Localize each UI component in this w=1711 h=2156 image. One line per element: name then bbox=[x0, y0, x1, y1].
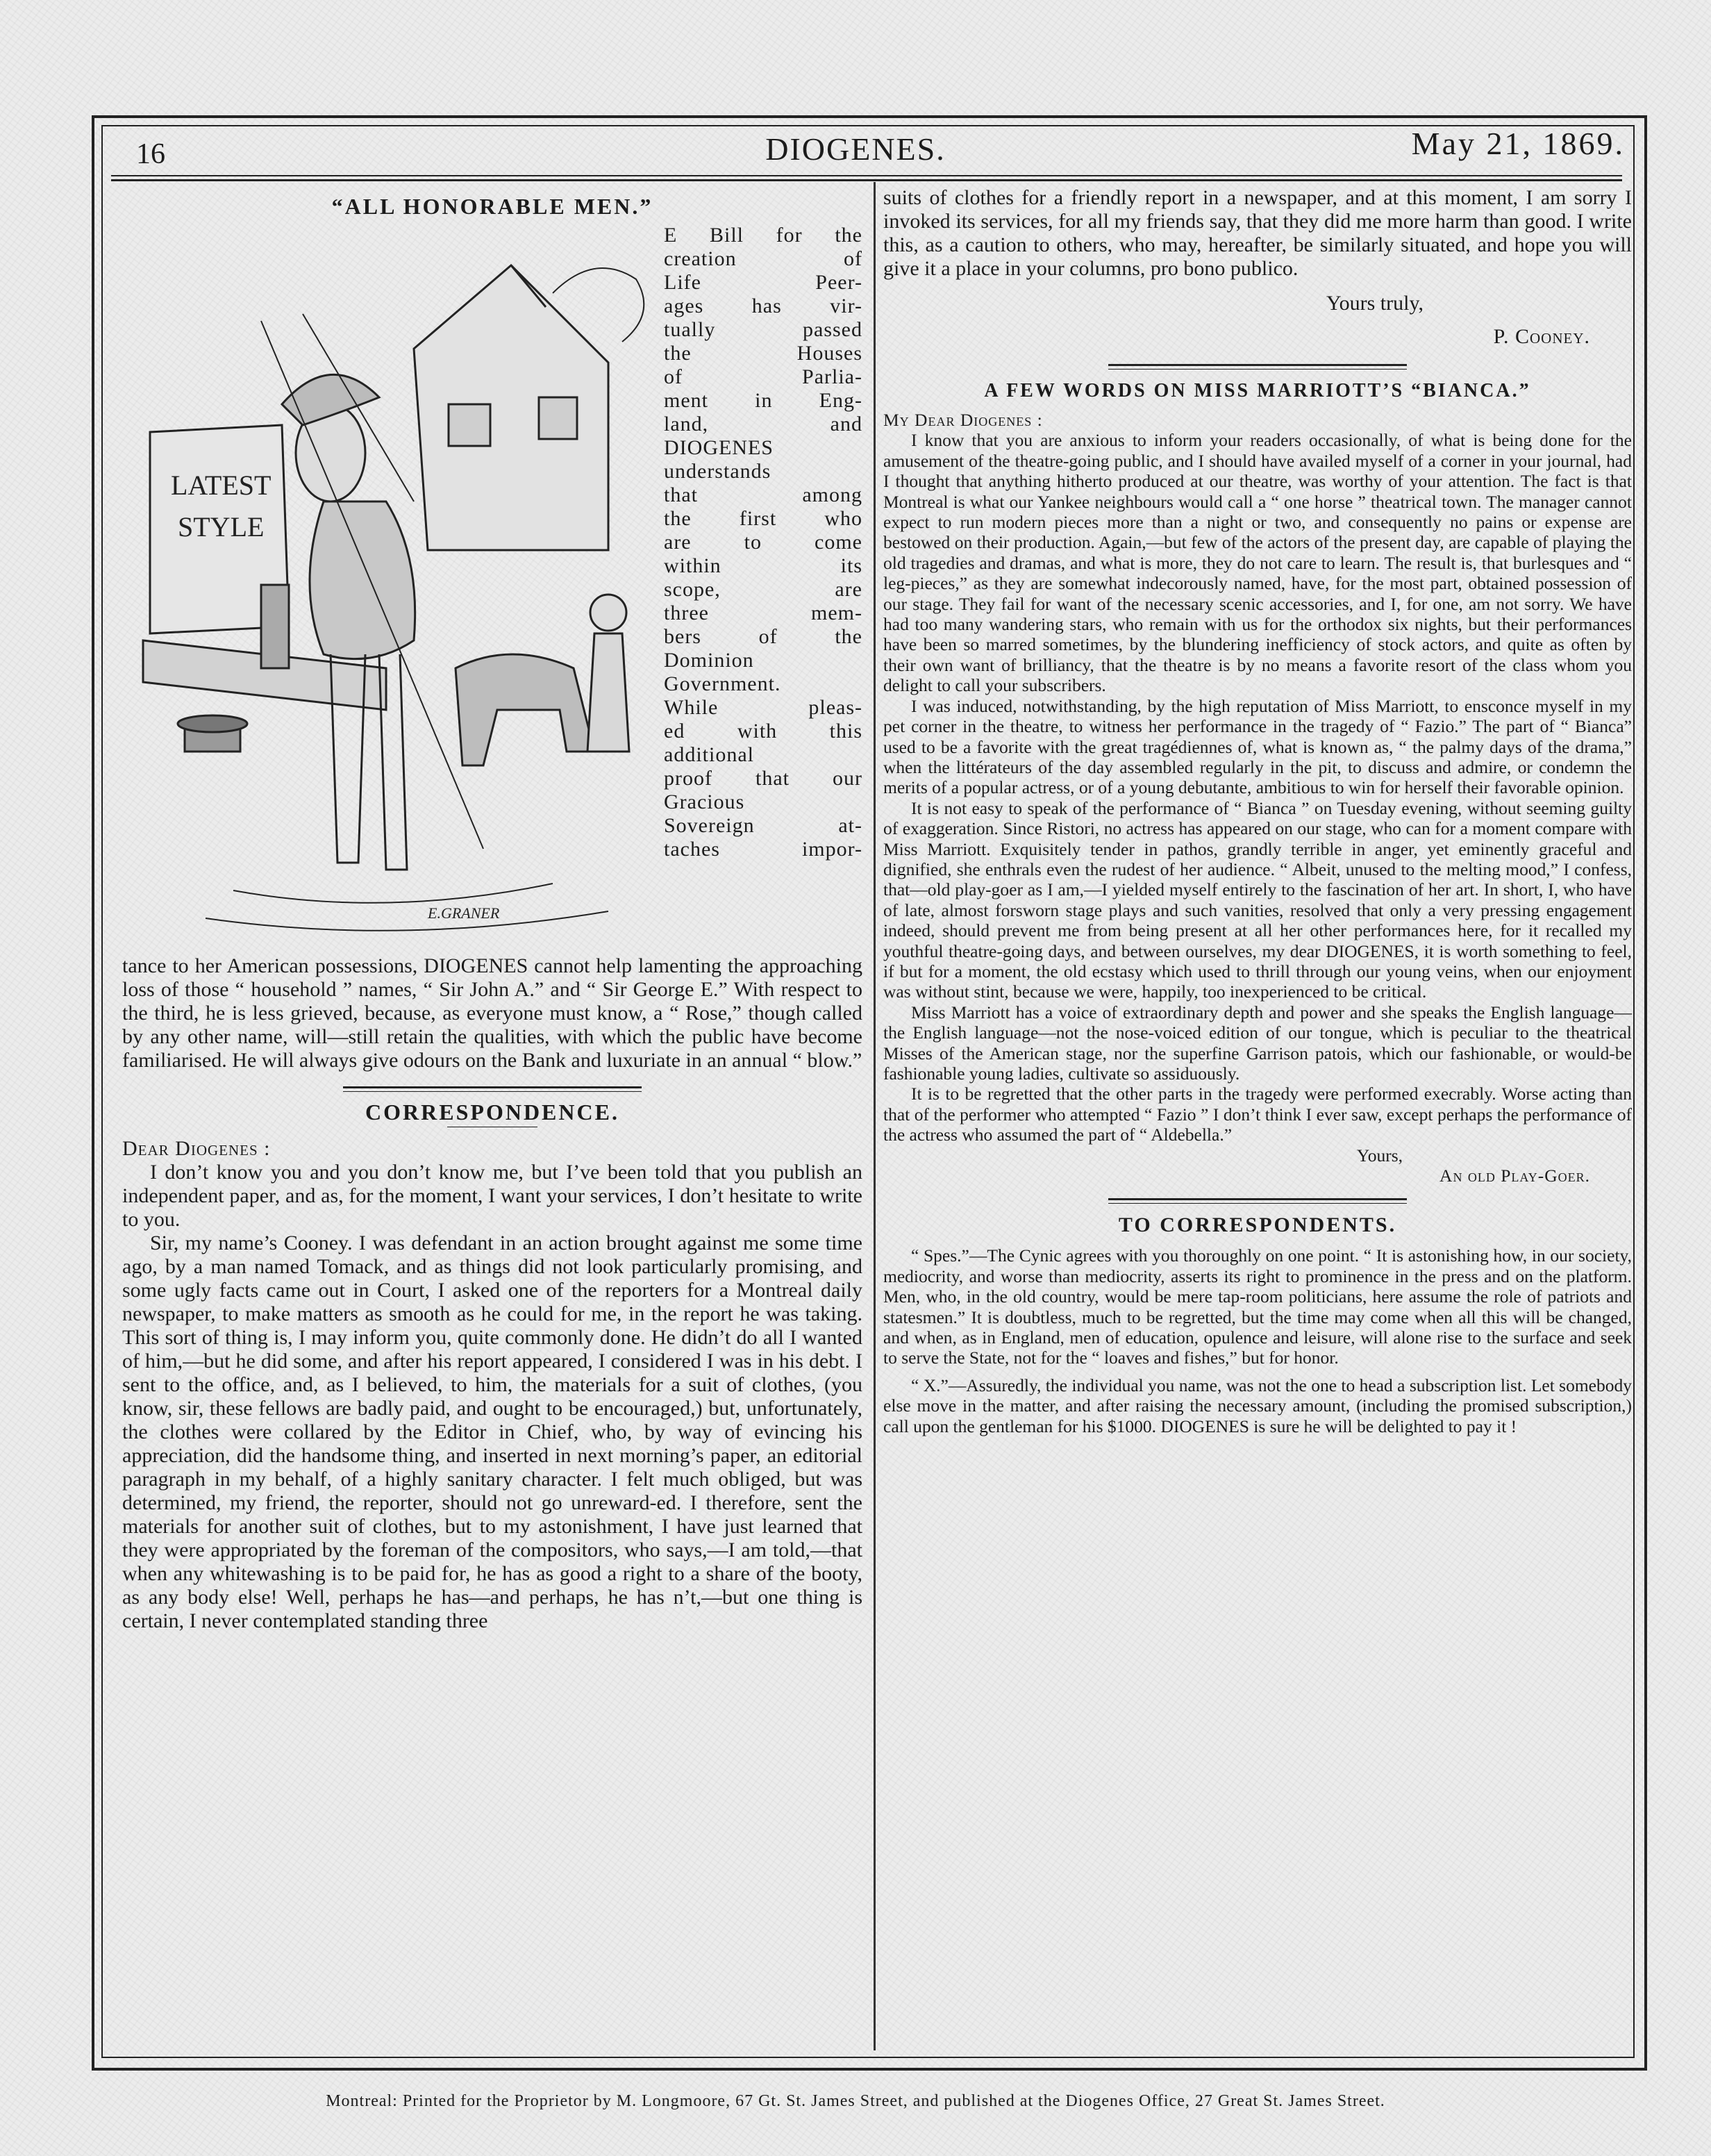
dropcap-line: Gracious bbox=[664, 790, 745, 813]
bianca-closing: Yours, bbox=[1356, 1145, 1403, 1166]
dropcap-line: DIOGENES bbox=[664, 436, 774, 459]
correspondent-note-spes: “ Spes.”—The Cynic agrees with you thoroughly on one point. “ It is astonishing how, in our society, mediocrity, and worse than mediocrity, asserts its right to prominence in the press and on the platform. Men, who, in the old country, would be mere tap-room politicians, here assume the role of patriots and statesmen.” It is doubtless, much to be regretted, but the time may come when all this will be changed, and when, as in England, men of education, opulence and leisure, will alone rise to the surface and seek to serve the State, not for the “ loaves and fishes,” but for honor. bbox=[883, 1245, 1632, 1368]
dropcap-line: of Parlia- bbox=[664, 365, 862, 388]
dropcap-line: ment in Eng- bbox=[664, 389, 862, 412]
cartoon-illustration bbox=[122, 224, 650, 954]
header-rule bbox=[111, 175, 1622, 176]
dropcap-line: taches impor- bbox=[664, 838, 862, 861]
bianca-salutation: My Dear Diogenes : bbox=[883, 410, 1043, 430]
article-title: “ALL HONORABLE MEN.” bbox=[331, 194, 653, 219]
dropcap-line: bers of the bbox=[664, 625, 862, 648]
section-separator bbox=[1108, 1198, 1407, 1204]
dropcap-line: additional bbox=[664, 743, 754, 766]
letter-closing: Yours truly, bbox=[1326, 292, 1424, 315]
letter-paragraph-2: Sir, my name’s Cooney. I was defendant in an action brought against me some time ago, by a man named Tomack, and as things did not look particularly promising, and some ugly facts came out in Court, I asked one of the reporters for a Montreal daily newspaper, to make matters as smooth as he could for me, in the report he was taking. This sort of thing is, I may inform you, quite commonly done. He didn’t do all I wanted of him,—but he did some, and after his report appeared, I considered I was in his debt. I sent to the office, and, as I believed, to him, the materials for a suit of clothes, (you know, sir, these fellows are badly paid, and ought to be encouraged,) but, unfortunately, the clothes were collared by the Editor in Chief, who, by way of evincing his appreciation, did the handsome thing, and inserted in next morning’s paper, an editorial paragraph in my behalf, of a highly sanitary character. I felt much obliged, but was determined, my friend, the reporter, should not go unreward-ed. I therefore, sent the materials for another suit of clothes, but to my astonishment, I have just learned that they were appropriated by the foreman of the compositors, who says,—I am told,—that when any whitewashing is to be paid for, he has as good a right to a share of the booty, as any body else! Well, perhaps he has—and perhaps, he has n’t,—but one thing is certain, I never contemplated standing three bbox=[122, 1232, 862, 1632]
dropcap-line: While pleas- bbox=[664, 696, 862, 719]
dropcap-line: that among bbox=[664, 483, 862, 506]
masthead-title: DIOGENES. bbox=[765, 131, 946, 167]
bianca-signature: An old Play-Goer. bbox=[1439, 1166, 1590, 1186]
sign-text-latest: LATEST bbox=[171, 470, 272, 501]
letter-paragraph-3: suits of clothes for a friendly report in a newspaper, and at this moment, I am sorry I invoked its services, for all my friends say, that they did me more harm than good. I write this, as a caution to others, who may, hereafter, be similarly situated, and hope you will give it a place in your columns, pro bono publico. bbox=[883, 186, 1632, 280]
dropcap-line: scope, are bbox=[664, 578, 862, 601]
dropcap-line: three mem- bbox=[664, 602, 862, 624]
section-separator bbox=[343, 1086, 642, 1092]
dropcap-line: are to come bbox=[664, 531, 862, 554]
page-number: 16 bbox=[136, 138, 165, 170]
letter-signature: P. Cooney. bbox=[1493, 325, 1590, 348]
dropcap-line: Life Peer- bbox=[664, 271, 862, 294]
bianca-paragraph-3: It is not easy to speak of the performance of “ Bianca ” on Tuesday evening, without seeming guilty of exaggeration. Since Ristori, no actress has appeared on our stage, who can for a moment compare with Miss Marriott. Exquisitely tender in pathos, grandly terrible in anger, yet eminently graceful and dignified, she enthrals even the rudest of her audience. “ Albeit, unused to the melting mood,” I confess, that—old play-goer as I am,—I yielded myself entirely to the fascination of her art. In short, I, who have of late, almost forsworn stage plays and such vanities, resolved that only a very pressing engagement indeed, should prevent me from being present at all her other performances here, for it recalled my youthful theatre-going days, and between ourselves, my dear DIOGENES, it is worth something to feel, if but for a moment, the old ecstasy which used to thrill through our young veins, when our enjoyment was without stint, because we were, happily, too inexperienced to be critical. bbox=[883, 797, 1632, 1002]
artist-signature: E.GRANER bbox=[428, 904, 500, 922]
bianca-paragraph-2: I was induced, notwithstanding, by the high reputation of Miss Marriott, to ensconce myself in my pet corner in the theatre, to witness her performance in the tragedy of “ Fazio.” The part of “ Bianca” used to be a favorite with the great tragédiennes of, what is known as, “ the palmy days of the drama,” when the littérateurs of the day assembled regularly in the pit, to discuss and admire, or condemn the merits of a popular actress, or of a young debutante, ambitious to win for herself their favorable opinion. bbox=[883, 695, 1632, 798]
dropcap-line: proof that our bbox=[664, 767, 862, 790]
dropcap-line: Government. bbox=[664, 672, 781, 695]
dropcap-line: Dominion bbox=[664, 649, 754, 672]
dropcap-line: creation of bbox=[664, 247, 862, 270]
cartoon-drawing bbox=[122, 224, 650, 954]
bianca-paragraph-4: Miss Marriott has a voice of extraordinary depth and power and she speaks the English language—the English language—not the nose-voiced edition of our tongue, which is peculiar to the theatrical Misses of the American stage, nor the superfine Garrison patois, which our fashionable, or would-be fashionable young ladies, cultivate so assiduously. bbox=[883, 1002, 1632, 1084]
header-rule-heavy bbox=[111, 179, 1622, 181]
dropcap-line: ages has vir- bbox=[664, 295, 862, 317]
issue-date: May 21, 1869. bbox=[1411, 126, 1625, 161]
right-column bbox=[883, 186, 1632, 1436]
dropcap-line: the Houses bbox=[664, 342, 862, 365]
correspondent-note-x: “ X.”—Assuredly, the individual you name, was not the one to head a subscription list. Let somebody else move in the matter, and after raising the necessary amount, (including the promised subscription,) call upon the gentleman for his $1000. DIOGENES is sure he will be delighted to pay it ! bbox=[883, 1375, 1632, 1436]
dropcap-line: within its bbox=[664, 554, 862, 577]
dropcap-line: the first who bbox=[664, 507, 862, 530]
dropcap-line: Sovereign at- bbox=[664, 814, 862, 837]
to-correspondents-title: TO CORRESPONDENTS. bbox=[1118, 1213, 1397, 1237]
dropcap-line: land, and bbox=[664, 413, 862, 436]
printer-imprint: Montreal: Printed for the Proprietor by M. Longmoore, 67 Gt. St. James Street, and published at the Diogenes Office, 27 Great St. James Street. bbox=[326, 2092, 1385, 2110]
bianca-paragraph-5: It is to be regretted that the other parts in the tragedy were performed execrably. Worse acting than that of the performer who attempted “ Fazio ” I don’t think I ever saw, except perhaps the performance of the actress who assumed the part of “ Aldebella.” bbox=[883, 1084, 1632, 1145]
letter-salutation: Dear Diogenes : bbox=[122, 1137, 271, 1160]
dropcap-line: E Bill for the bbox=[664, 224, 862, 247]
left-column bbox=[122, 186, 862, 1633]
dropcap-line: tually passed bbox=[664, 318, 862, 341]
dropcap-line: understands bbox=[664, 460, 771, 483]
sign-text-style: STYLE bbox=[178, 511, 265, 542]
bianca-title: A FEW WORDS ON MISS MARRIOTT’S “BIANCA.” bbox=[984, 380, 1531, 401]
article-body: tance to her American possessions, DIOGENES cannot help lamenting the approaching loss of those “ household ” names, “ Sir John A.” and “ Sir George E.” With respect to the third, he is less grieved, because, as everyone must know, a “ Rose,” though called by any other name, will—still retain the qualities, with which the public have become familiarised. He will always give odours on the Bank and luxuriate in an annual “ blow.” bbox=[122, 954, 862, 1072]
letter-paragraph-1: I don’t know you and you don’t know me, but I’ve been told that you publish an independent paper, and as, for the moment, I want your services, I don’t hesitate to write to you. bbox=[122, 1161, 862, 1231]
dropcap-line: ed with this bbox=[664, 720, 862, 743]
section-separator bbox=[1108, 364, 1407, 370]
correspondence-title: CORRESPONDENCE. bbox=[365, 1100, 619, 1125]
column-divider bbox=[874, 182, 876, 2050]
bianca-paragraph-1: I know that you are anxious to inform your readers occasionally, of what is being done for the amusement of the theatre-going public, and I should have availed myself of a corner in your journal, had I thought that anything hitherto produced at our theatre, was worthy of your attention. The fact is that Montreal is what our Yankee neighbours would call a “ one horse ” theatrical town. The manager cannot expect to run modern pieces more than a night or two, and consequently no pains or expense are bestowed on their production. Again,—but few of the actors of the present day, are capable of playing the old tragedies and dramas, and what is more, they do not care to learn. The result is, that burlesques and “ leg-pieces,” as they are somewhat indecorously named, have, for the most part, obtained possession of our stage. They fail for want of the necessary scenic accessories, and I, for one, am not sorry. We have had too many wandering stars, who remain with us for the orthodox six nights, but their performances have been so marred sometimes, by the blundering inefficiency of stock actors, and quite as often by their own want of brilliancy, that the theatre is by no means a favorite resort of the class whom you delight to call your subscribers. bbox=[883, 430, 1632, 696]
